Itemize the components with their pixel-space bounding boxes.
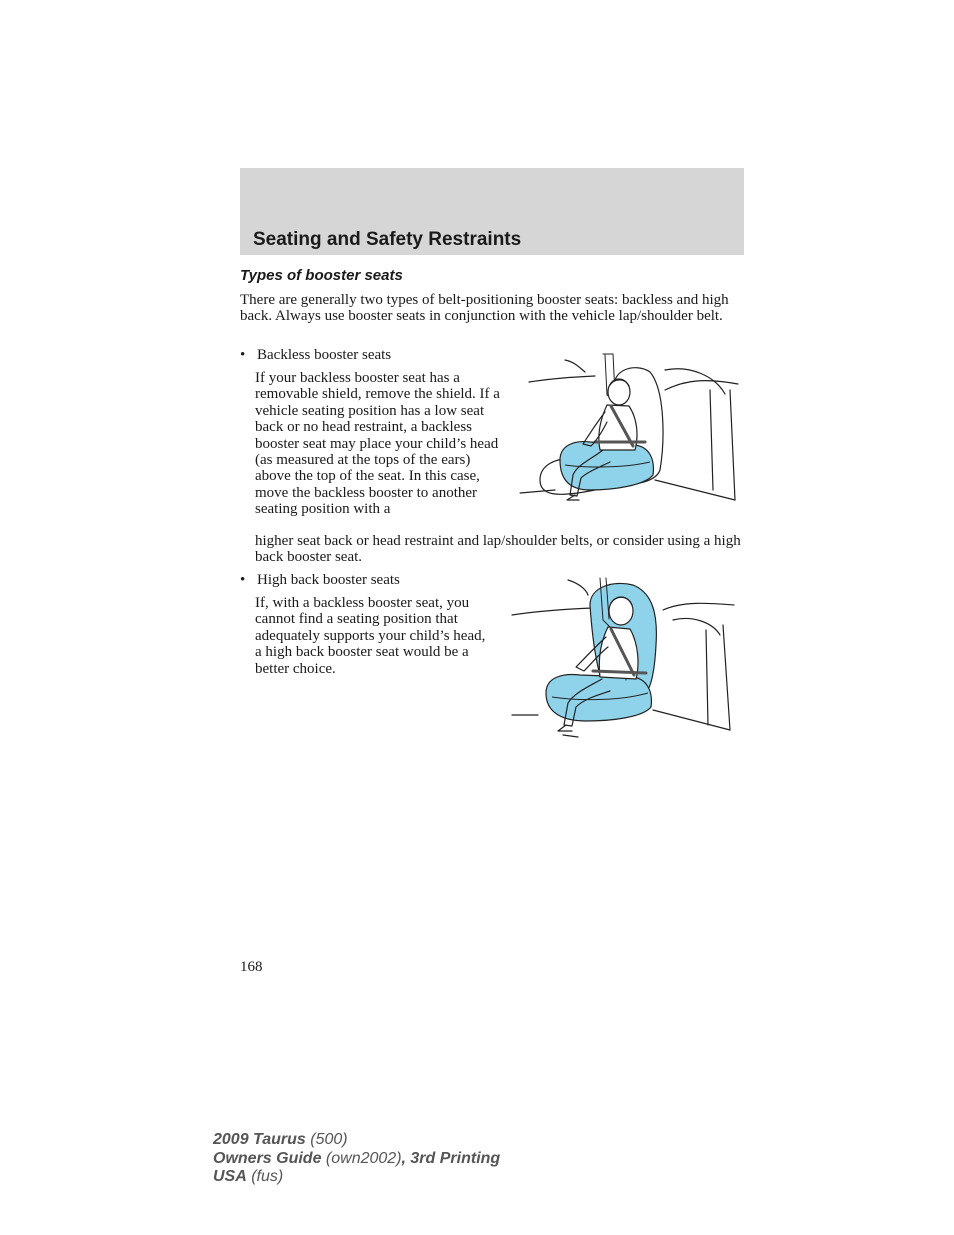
footer-market: USA [213,1168,247,1185]
high-back-booster-illustration [508,575,738,740]
footer-market-code: (fus) [246,1168,284,1185]
footer-line-3 [213,1168,500,1187]
document-footer [213,1131,500,1187]
bullet-label: High back booster seats [257,572,400,588]
subheading: Types of booster seats [240,267,403,284]
footer-model: 2009 Taurus [213,1131,306,1148]
section-header-band [240,168,744,255]
high-back-description: If, with a backless booster seat, you cannot find a seating position that adequately supports your child’s head, a high back booster seat would be a better choice. [255,595,486,677]
intro-paragraph: There are generally two types of belt-positioning booster seats: backless and high back. Always use booster seats in conjunction with the vehicle lap/shoulder belt. [240,292,729,325]
bullet-label: Backless booster seats [257,347,392,363]
bullet-high-back [240,572,400,588]
bullet-dot: • [240,572,246,588]
bullet-backless [240,347,391,363]
backless-booster-illustration [515,350,740,510]
footer-line-2 [213,1150,500,1169]
footer-model-code: (500) [305,1131,348,1148]
footer-line-1 [213,1131,500,1150]
footer-printing: , 3rd Printing [401,1149,501,1167]
footer-guide-code: (own2002) [321,1149,402,1167]
footer-guide: Owners Guide [213,1149,322,1167]
backless-description-continued: higher seat back or head restraint and lap/shoulder belts, or consider using a high back booster seat. [255,533,741,566]
page-number: 168 [240,959,263,975]
section-title: Seating and Safety Restraints [253,229,522,250]
bullet-dot: • [240,347,246,363]
backless-description: If your backless booster seat has a removable shield, remove the shield. If a vehicle seating position has a low seat back or no head restraint, a backless booster seat may place your child’s head (as measured at the tops of the ears) above the top of the seat. In this case, move the backless booster to another seating position with a [255,370,500,518]
